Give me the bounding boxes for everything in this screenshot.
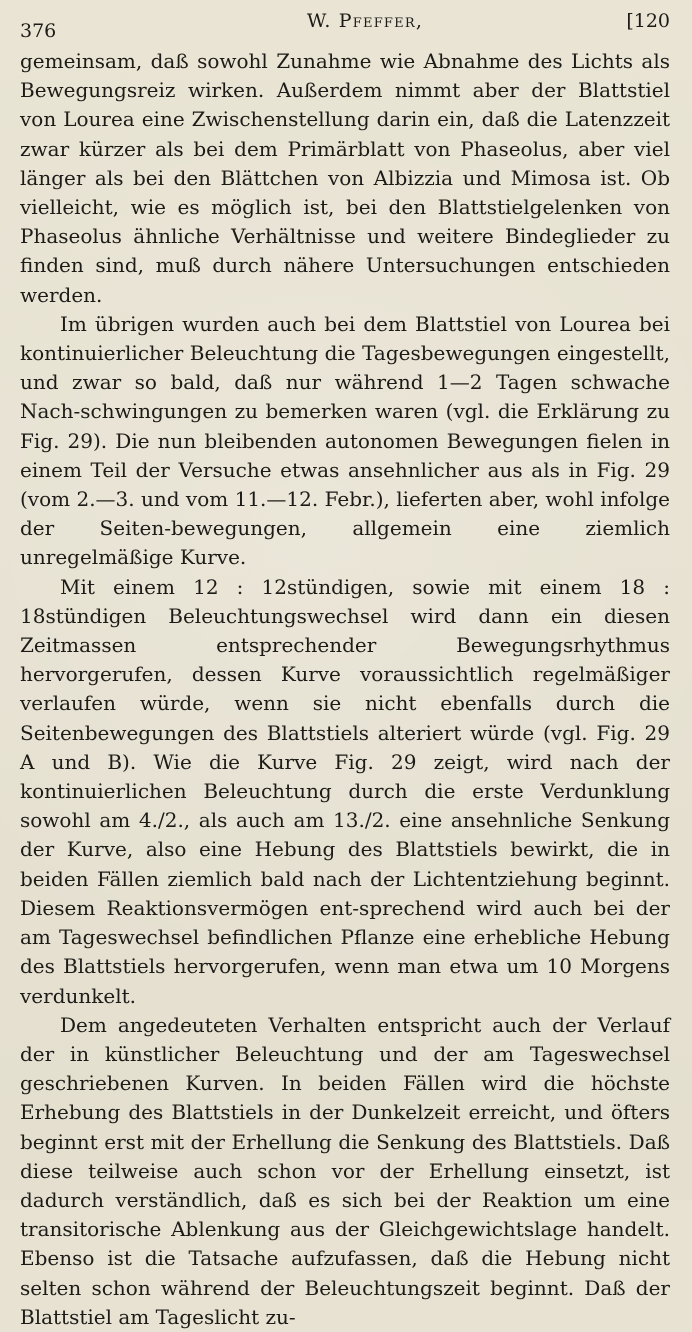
- running-title: W. Pfeffer,: [306, 10, 424, 32]
- paragraph: Mit einem 12 : 12stündigen, sowie mit einem 18 : 18stündigen Beleuchtungswechsel wird dann ein diesen Zeitmassen entsprechender Bewegungsrhythmus hervorgerufen, dessen Kurve voraussichtlich regelmäßiger verlaufen würde, wenn sie nicht ebenfalls durch die Seitenbewegungen des Blattstiels alteriert würde (vgl. Fig. 29 A und B). Wie die Kurve Fig. 29 zeigt, wird nach der kontinuierlichen Beleuchtung durch die erste Verdunklung sowohl am 4./2., als auch am 13./2. eine ansehnliche Senkung der Kurve, also eine Hebung des Blattstiels bewirkt, die in beiden Fällen ziemlich bald nach der Lichtentziehung beginnt. Diesem Reaktionsvermögen ent-sprechend wird auch bei der am Tageswechsel befindlichen Pflanze eine erhebliche Hebung des Blattstiels hervorgerufen, wenn man etwa um 10 Morgens verdunkelt.: [20, 574, 670, 1008]
- paragraph: Im übrigen wurden auch bei dem Blattstiel von Lourea bei kontinuierlicher Beleuchtung die Tagesbewegungen eingestellt, und zwar so bald, daß nur während 1—2 Tagen schwache Nach-schwingungen zu bemerken waren (vgl. die Erklärung zu Fig. 29). Die nun bleibenden autonomen Bewegungen fielen in einem Teil der Versuche etwas ansehnlicher aus als in Fig. 29 (vom 2.—3. und vom 11.—12. Febr.), lieferten aber, wohl infolge der Seiten-bewegungen, allgemein eine ziemlich unregelmäßige Kurve.: [20, 311, 670, 570]
- running-head: [20, 6, 670, 40]
- paragraph: gemeinsam, daß sowohl Zunahme wie Abnahme des Lichts als Bewegungsreiz wirken. Außerdem nimmt aber der Blattstiel von Lourea eine Zwischenstellung darin ein, daß die Latenzzeit zwar kürzer als bei dem Primärblatt von Phaseolus, aber viel länger als bei den Blättchen von Albizzia und Mimosa ist. Ob vielleicht, wie es möglich ist, bei den Blattstielgelenken von Phaseolus ähnliche Verhältnisse und weitere Bindeglieder zu finden sind, muß durch nähere Untersuchungen entschieden werden.: [20, 49, 670, 307]
- section-reference: [120: [626, 10, 670, 32]
- body-text: [20, 47, 670, 1332]
- paragraph: Dem angedeuteten Verhalten entspricht auch der Verlauf der in künstlicher Beleuchtung und der am Tageswechsel geschriebenen Kurven. In beiden Fällen wird die höchste Erhebung des Blattstiels in der Dunkelzeit erreicht, und öfters beginnt erst mit der Erhellung die Senkung des Blattstiels. Daß diese teilweise auch schon vor der Erhellung einsetzt, ist dadurch verständlich, daß es sich bei der Reaktion um eine transitorische Ablenkung aus der Gleichgewichtslage handelt. Ebenso ist die Tatsache aufzufassen, daß die Hebung nicht selten schon während der Beleuchtungszeit beginnt. Daß der Blattstiel am Tageslicht zu-: [20, 1012, 670, 1329]
- page-number: 376: [20, 20, 57, 42]
